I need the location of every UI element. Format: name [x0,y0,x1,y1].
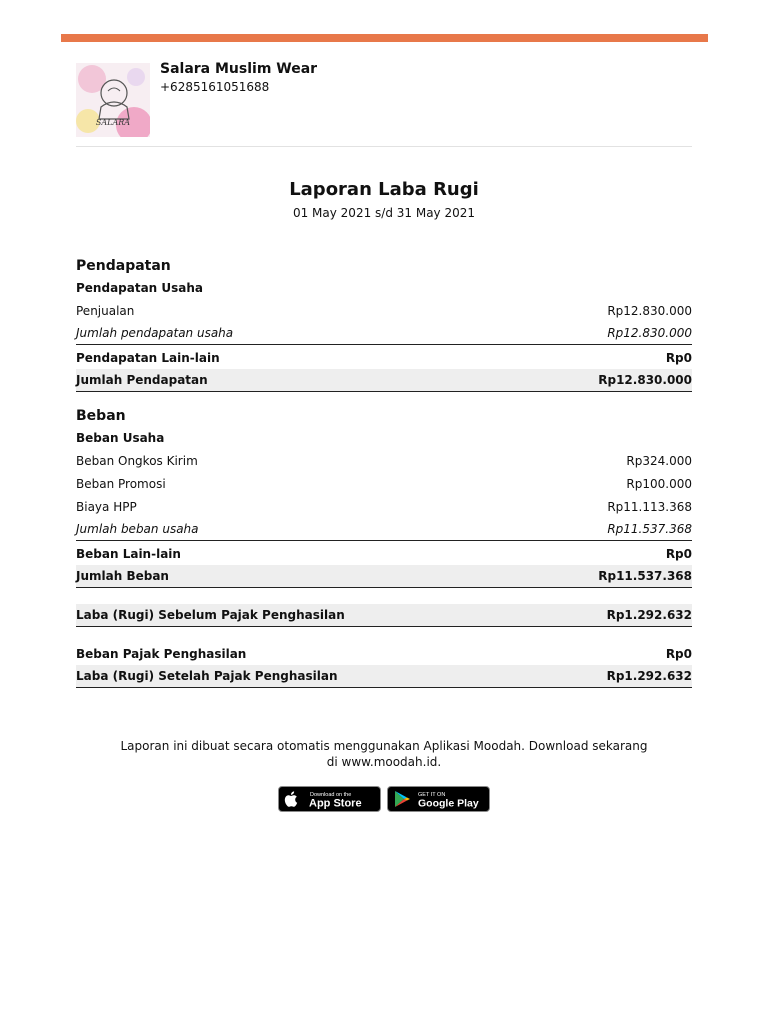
company-phone: +6285161051688 [160,80,270,94]
row-pendapatan-lain-lain [76,346,692,369]
footer-note: Laporan ini dibuat secara otomatis menggunakan Aplikasi Moodah. Download sekarang di www.moodah.id. [120,739,648,769]
header-divider [76,146,692,147]
row-label: Jumlah Pendapatan [76,373,208,387]
subtotal-row-beban-usaha [76,518,692,541]
row-beban-lain-lain [76,542,692,565]
row-label: Biaya HPP [76,499,137,514]
report-period: 01 May 2021 s/d 31 May 2021 [292,206,476,220]
svg-text:Download on the: Download on the [310,792,352,798]
download-badges [0,786,768,812]
report-title-block [0,178,768,221]
row-label: Beban Usaha [76,430,165,445]
row-label: Jumlah Beban [76,569,169,583]
row-label: Beban Pajak Penghasilan [76,646,247,661]
table-row [76,495,692,518]
row-label: Jumlah pendapatan usaha [76,326,234,340]
table-row [76,449,692,472]
row-label: Beban Ongkos Kirim [76,453,198,468]
row-amount: Rp11.537.368 [607,522,692,536]
subtotal-row-pendapatan-usaha [76,322,692,345]
row-amount: Rp1.292.632 [606,608,692,622]
row-amount: Rp0 [665,546,692,561]
row-label: Laba (Rugi) Setelah Pajak Penghasilan [76,669,338,683]
row-amount: Rp324.000 [626,453,692,468]
row-laba-setelah-pajak [76,665,692,688]
section-heading-pendapatan: Pendapatan [76,258,171,274]
row-label: Pendapatan Usaha [76,280,204,295]
row-label: Beban Lain-lain [76,546,181,561]
svg-text:SALARA: SALARA [95,118,131,127]
app-store-badge[interactable] [278,786,381,812]
row-amount: Rp12.830.000 [607,303,692,318]
row-amount: Rp100.000 [626,476,692,491]
row-amount: Rp0 [665,646,692,661]
row-laba-sebelum-pajak [76,604,692,627]
row-label: Pendapatan Lain-lain [76,350,220,365]
row-amount: Rp12.830.000 [598,373,692,387]
row-label: Penjualan [76,303,135,318]
section-heading-beban: Beban [76,408,126,424]
table-row [76,472,692,495]
row-beban-pajak [76,642,692,665]
report-header [76,60,692,146]
accent-bar [61,34,708,42]
row-label: Beban Promosi [76,476,166,491]
svg-text:App Store: App Store [309,797,362,810]
report-title: Laporan Laba Rugi [289,179,479,200]
google-play-icon [395,791,410,807]
svg-text:Google Play: Google Play [418,797,479,810]
subheading-pendapatan-usaha [76,276,692,299]
table-row [76,299,692,322]
row-amount: Rp11.537.368 [598,569,692,583]
apple-icon [285,791,297,806]
row-amount: Rp12.830.000 [607,326,692,340]
subheading-beban-usaha [76,426,692,449]
total-row-beban [76,565,692,588]
company-name: Salara Muslim Wear [160,61,318,77]
row-amount: Rp11.113.368 [607,499,692,514]
row-label: Jumlah beban usaha [76,522,199,536]
row-amount: Rp1.292.632 [606,669,692,683]
total-row-pendapatan [76,369,692,392]
row-label: Laba (Rugi) Sebelum Pajak Penghasilan [76,608,345,622]
row-amount: Rp0 [665,350,692,365]
google-play-badge[interactable] [387,786,490,812]
company-logo [76,63,150,137]
svg-text:GET IT ON: GET IT ON [418,792,446,798]
